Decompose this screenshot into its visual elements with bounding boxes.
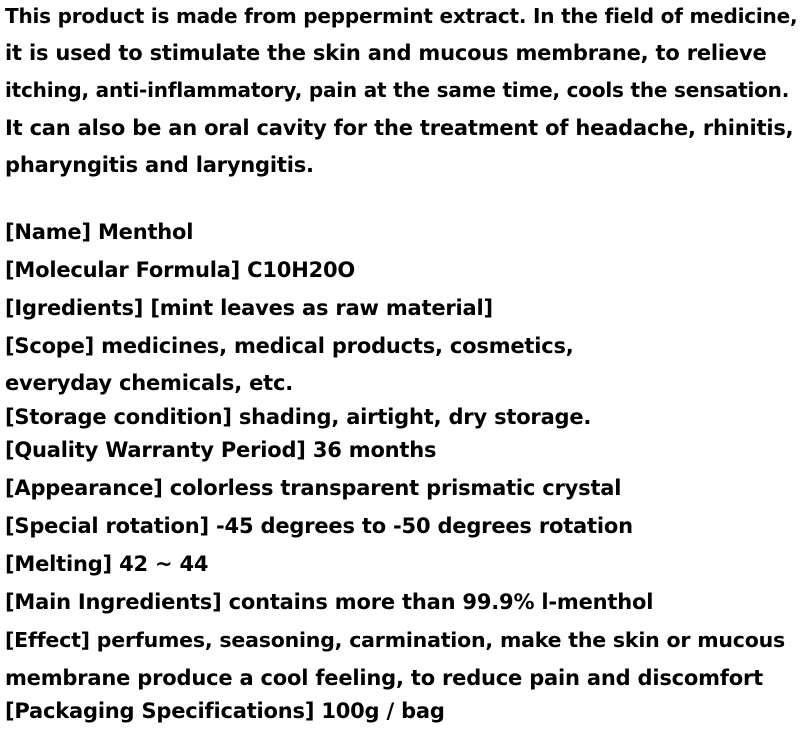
spec-main-ingredients: [Main Ingredients] contains more than 99.9% l-menthol: [5, 590, 654, 614]
spec-melting: [Melting] 42 ~ 44: [5, 552, 209, 576]
spec-scope-continued: everyday chemicals, etc.: [5, 371, 294, 395]
spec-scope: [Scope] medicines, medical products, cosmetics,: [5, 334, 574, 358]
intro-line-4: It can also be an oral cavity for the treatment of headache, rhinitis,: [5, 116, 794, 140]
spec-special-rotation: [Special rotation] -45 degrees to -50 degrees rotation: [5, 514, 633, 538]
spec-ingredients: [Igredients] [mint leaves as raw material]: [5, 296, 493, 320]
intro-line-5: pharyngitis and laryngitis.: [5, 153, 314, 177]
spec-appearance: [Appearance] colorless transparent prismatic crystal: [5, 476, 622, 500]
intro-line-1: This product is made from peppermint extract. In the field of medicine,: [5, 4, 798, 28]
spec-quality-warranty-period: [Quality Warranty Period] 36 months: [5, 438, 437, 462]
spec-storage-condition: [Storage condition] shading, airtight, dry storage.: [5, 405, 592, 429]
spec-molecular-formula: [Molecular Formula] C10H20O: [5, 258, 356, 282]
intro-line-3: itching, anti-inflammatory, pain at the same time, cools the sensation.: [5, 78, 790, 102]
spec-name: [Name] Menthol: [5, 220, 194, 244]
spec-packaging: [Packaging Specifications] 100g / bag: [5, 699, 445, 723]
spec-effect: [Effect] perfumes, seasoning, carmination, make the skin or mucous: [5, 628, 786, 652]
intro-line-2: it is used to stimulate the skin and mucous membrane, to relieve: [5, 41, 767, 65]
spec-effect-continued: membrane produce a cool feeling, to reduce pain and discomfort: [5, 666, 763, 690]
